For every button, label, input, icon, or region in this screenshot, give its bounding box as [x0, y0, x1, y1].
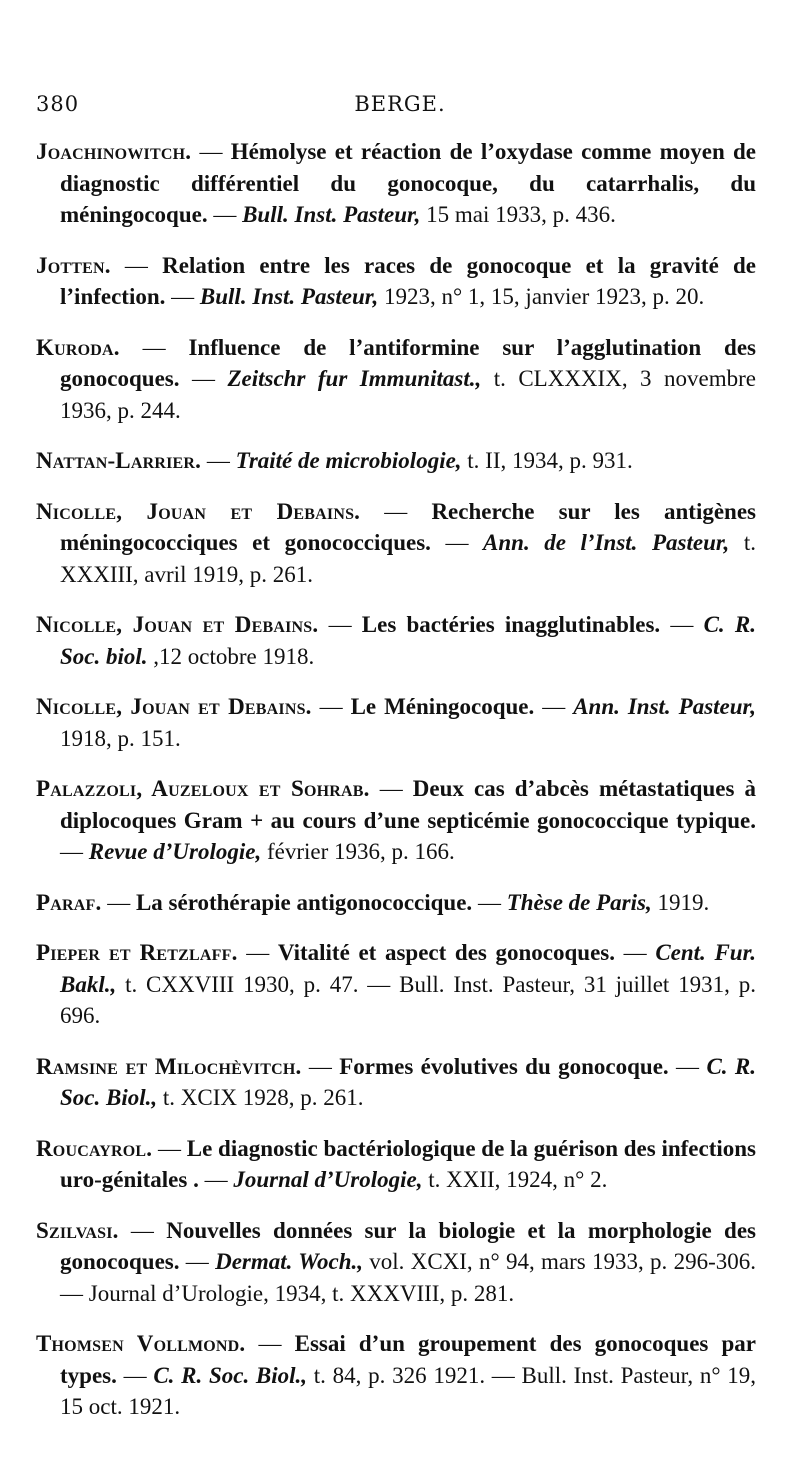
- entry-details: t. CXXVIII 1930, p. 47. — Bull. Inst. Pasteur, 31 juillet 1931, p. 696.: [60, 971, 756, 1028]
- bibliography-entry: [36, 937, 756, 1032]
- entry-details: 1919.: [651, 889, 710, 915]
- entry-author: Nicolle, Jouan et Debains.: [36, 498, 361, 524]
- entry-separator: —: [179, 366, 228, 391]
- entry-separator: —: [534, 694, 574, 719]
- entry-separator: —: [60, 839, 89, 864]
- entry-separator: —: [179, 1249, 216, 1274]
- bibliography-list: [36, 136, 756, 1442]
- entry-title: Relation entre les races de gonocoque et la gravité de l’infection.: [60, 252, 756, 309]
- bibliography-entry: [36, 1215, 756, 1310]
- entry-source: Traité de microbiologie,: [235, 448, 462, 473]
- entry-source: C. R. Soc. biol.: [60, 612, 756, 669]
- entry-source: Journal d’Urologie,: [233, 1167, 423, 1192]
- entry-details: 1918, p. 151.: [60, 725, 181, 751]
- bibliography-entry: [36, 1328, 756, 1423]
- entry-title: Deux cas d’abcès métastatiques à diplocoques Gram + au cours d’une septicémie gonococcique typique.: [60, 776, 756, 833]
- entry-separator: —: [101, 889, 136, 915]
- entry-separator: —: [430, 530, 484, 555]
- entry-details: 1923, n° 1, 15, janvier 1923, p. 20.: [378, 284, 705, 309]
- entry-source: Ann. Inst. Pasteur,: [573, 694, 756, 719]
- entry-details: t. II, 1934, p. 931.: [461, 448, 633, 473]
- entry-details: 15 mai 1933, p. 436.: [420, 202, 616, 227]
- entry-separator: —: [165, 284, 200, 309]
- bibliography-entry: [36, 1051, 756, 1114]
- entry-title: Les bactéries inagglutinables.: [361, 612, 661, 637]
- entry-separator: —: [318, 612, 362, 637]
- entry-source: C. R. Soc. Biol.,: [153, 1362, 308, 1388]
- entry-details: vol. XCXI, n° 94, mars 1933, p. 296-306. — Journal d’Urologie, 1934, t. XXXVIII, p. 281.: [60, 1249, 756, 1306]
- entry-separator: —: [116, 1362, 154, 1388]
- entry-author: Nicolle, Jouan et Debains.: [36, 694, 312, 719]
- entry-details: t. 84, p. 326 1921. — Bull. Inst. Pasteur, n° 19, 15 oct. 1921.: [60, 1362, 757, 1419]
- entry-details: février 1936, p. 166.: [261, 839, 455, 864]
- entry-title: Vitalité et aspect des gonocoques.: [277, 940, 616, 965]
- bibliography-entry: [36, 609, 756, 672]
- entry-author: Jotten.: [36, 252, 111, 278]
- entry-separator: —: [191, 139, 231, 164]
- entry-source: Ann. de l’Inst. Pasteur,: [483, 530, 730, 555]
- entry-source: Revue d’Urologie,: [88, 839, 262, 864]
- entry-title: Nouvelles données sur la biologie et la morphologie des gonocoques.: [60, 1217, 757, 1274]
- entry-source: Zeitschr fur Immunitast.,: [227, 366, 482, 391]
- entry-source: Dermat. Woch.,: [215, 1249, 363, 1274]
- entry-details: ,12 octobre 1918.: [147, 643, 315, 669]
- entry-separator: —: [245, 1331, 295, 1356]
- entry-separator: —: [152, 1135, 187, 1161]
- entry-title: Essai d’un groupement des gonocoques par types.: [60, 1331, 757, 1388]
- entry-author: Roucayrol.: [36, 1135, 153, 1161]
- entry-details: t. XXXIII, avril 1919, p. 261.: [60, 530, 756, 587]
- entry-details: t. XXII, 1924, n° 2.: [422, 1167, 608, 1192]
- entry-title: Influence de l’antiformine sur l’agglutination des gonocoques.: [60, 334, 756, 391]
- bibliography-entry: [36, 332, 756, 427]
- entry-separator: —: [301, 1053, 340, 1079]
- entry-author: Joachinowitch.: [36, 139, 192, 164]
- bibliography-entry: [36, 445, 756, 477]
- entry-separator: —: [119, 334, 189, 360]
- bibliography-entry: [36, 773, 756, 868]
- entry-separator: —: [201, 448, 236, 473]
- entry-author: Paraf.: [36, 889, 102, 915]
- entry-author: Ramsine et Milochèvitch.: [36, 1053, 302, 1079]
- entry-separator: —: [118, 1217, 167, 1243]
- entry-author: Nattan-Larrier.: [36, 448, 202, 473]
- entry-separator: —: [110, 252, 163, 278]
- entry-title: Formes évolutives du gonocoque.: [339, 1053, 669, 1079]
- bibliography-entry: [36, 250, 756, 313]
- entry-source: Cent. Fur. Bakl.,: [60, 940, 757, 997]
- entry-author: Thomsen Vollmond.: [36, 1331, 246, 1356]
- bibliography-entry: [36, 1133, 756, 1196]
- entry-author: Kuroda.: [36, 334, 120, 360]
- bibliography-entry: [36, 887, 756, 919]
- entry-separator: —: [660, 612, 704, 637]
- entry-title: Le Méningocoque.: [350, 694, 535, 719]
- entry-separator: —: [615, 940, 656, 965]
- entry-separator: —: [472, 889, 507, 915]
- entry-source: Thèse de Paris,: [506, 889, 652, 915]
- page-header: [36, 92, 764, 122]
- bibliography-entry: [36, 691, 756, 754]
- entry-author: Szilvasi.: [36, 1217, 119, 1243]
- entry-separator: —: [369, 776, 413, 801]
- entry-separator: —: [360, 498, 432, 524]
- entry-separator: —: [311, 694, 351, 719]
- bibliography-entry: [36, 496, 756, 591]
- entry-source: C. R. Soc. Biol.,: [60, 1053, 756, 1110]
- entry-author: Pieper et Retzlaff.: [36, 940, 238, 965]
- entry-title: Hémolyse et réaction de l’oxydase comme moyen de diagnostic différentiel du gonocoque, du catarrhalis, du méningocoque.: [60, 139, 757, 227]
- entry-author: Palazzoli, Auzeloux et Sohrab.: [36, 776, 370, 801]
- entry-author: Nicolle, Jouan et Debains.: [36, 612, 319, 637]
- entry-title: Recherche sur les antigènes méningococciques et gonococciques.: [60, 498, 756, 555]
- entry-separator: —: [207, 202, 243, 227]
- entry-details: t. XCIX 1928, p. 261.: [157, 1085, 364, 1110]
- bibliography-entry: [36, 136, 756, 231]
- entry-separator: —: [237, 940, 278, 965]
- entry-separator: —: [668, 1053, 707, 1079]
- running-title: BERGE.: [354, 92, 446, 116]
- entry-source: Bull. Inst. Pasteur,: [242, 202, 421, 227]
- entry-title: La sérothérapie antigonococcique.: [135, 889, 473, 915]
- entry-title: Le diagnostic bactériologique de la guérison des infections uro-génitales .: [60, 1135, 757, 1192]
- entry-details: t. CLXXXIX, 3 novembre 1936, p. 244.: [60, 366, 756, 423]
- page-number: 380: [36, 92, 80, 116]
- entry-source: Bull. Inst. Pasteur,: [199, 284, 379, 309]
- entry-separator: —: [198, 1167, 234, 1192]
